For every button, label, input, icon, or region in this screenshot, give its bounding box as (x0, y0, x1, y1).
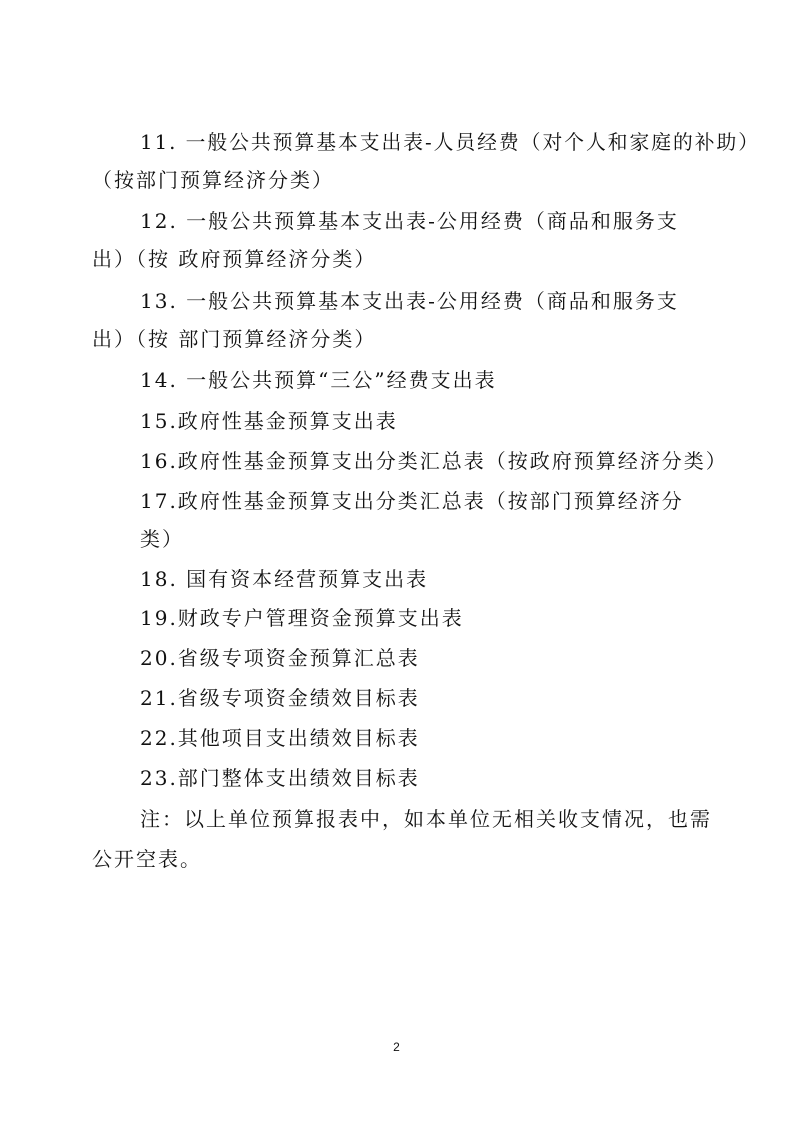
list-item-21: 21.省级专项资金绩效目标表 (140, 686, 420, 710)
list-item-17-line-2: 类） (140, 527, 184, 551)
list-item-12-line-2: 出）（按 政府预算经济分类） (92, 247, 377, 271)
note-line-2: 公开空表。 (92, 847, 202, 871)
list-item-22: 22.其他项目支出绩效目标表 (140, 726, 420, 750)
list-item-20: 20.省级专项资金预算汇总表 (140, 646, 420, 670)
list-item-18: 18. 国有资本经营预算支出表 (140, 567, 429, 591)
note-line-1: 注：以上单位预算报表中，如本单位无相关收支情况，也需 (140, 807, 712, 831)
list-item-11-line-2: （按部门预算经济分类） (92, 168, 334, 192)
list-item-12-line-1: 12. 一般公共预算基本支出表-公用经费（商品和服务支 (140, 209, 679, 233)
list-item-13-line-2: 出）（按 部门预算经济分类） (92, 327, 377, 351)
page-number: 2 (393, 1040, 400, 1054)
list-item-16: 16.政府性基金预算支出分类汇总表（按政府预算经济分类） (140, 449, 728, 473)
list-item-14: 14. 一般公共预算“三公”经费支出表 (140, 368, 497, 392)
list-item-13-line-1: 13. 一般公共预算基本支出表-公用经费（商品和服务支 (140, 289, 679, 313)
list-item-11-line-1: 11. 一般公共预算基本支出表-人员经费（对个人和家庭的补助） (140, 130, 761, 154)
list-item-19: 19.财政专户管理资金预算支出表 (140, 606, 464, 630)
list-item-23: 23.部门整体支出绩效目标表 (140, 766, 420, 790)
list-item-17-line-1: 17.政府性基金预算支出分类汇总表（按部门预算经济分 (140, 489, 684, 513)
list-item-15: 15.政府性基金预算支出表 (140, 409, 398, 433)
